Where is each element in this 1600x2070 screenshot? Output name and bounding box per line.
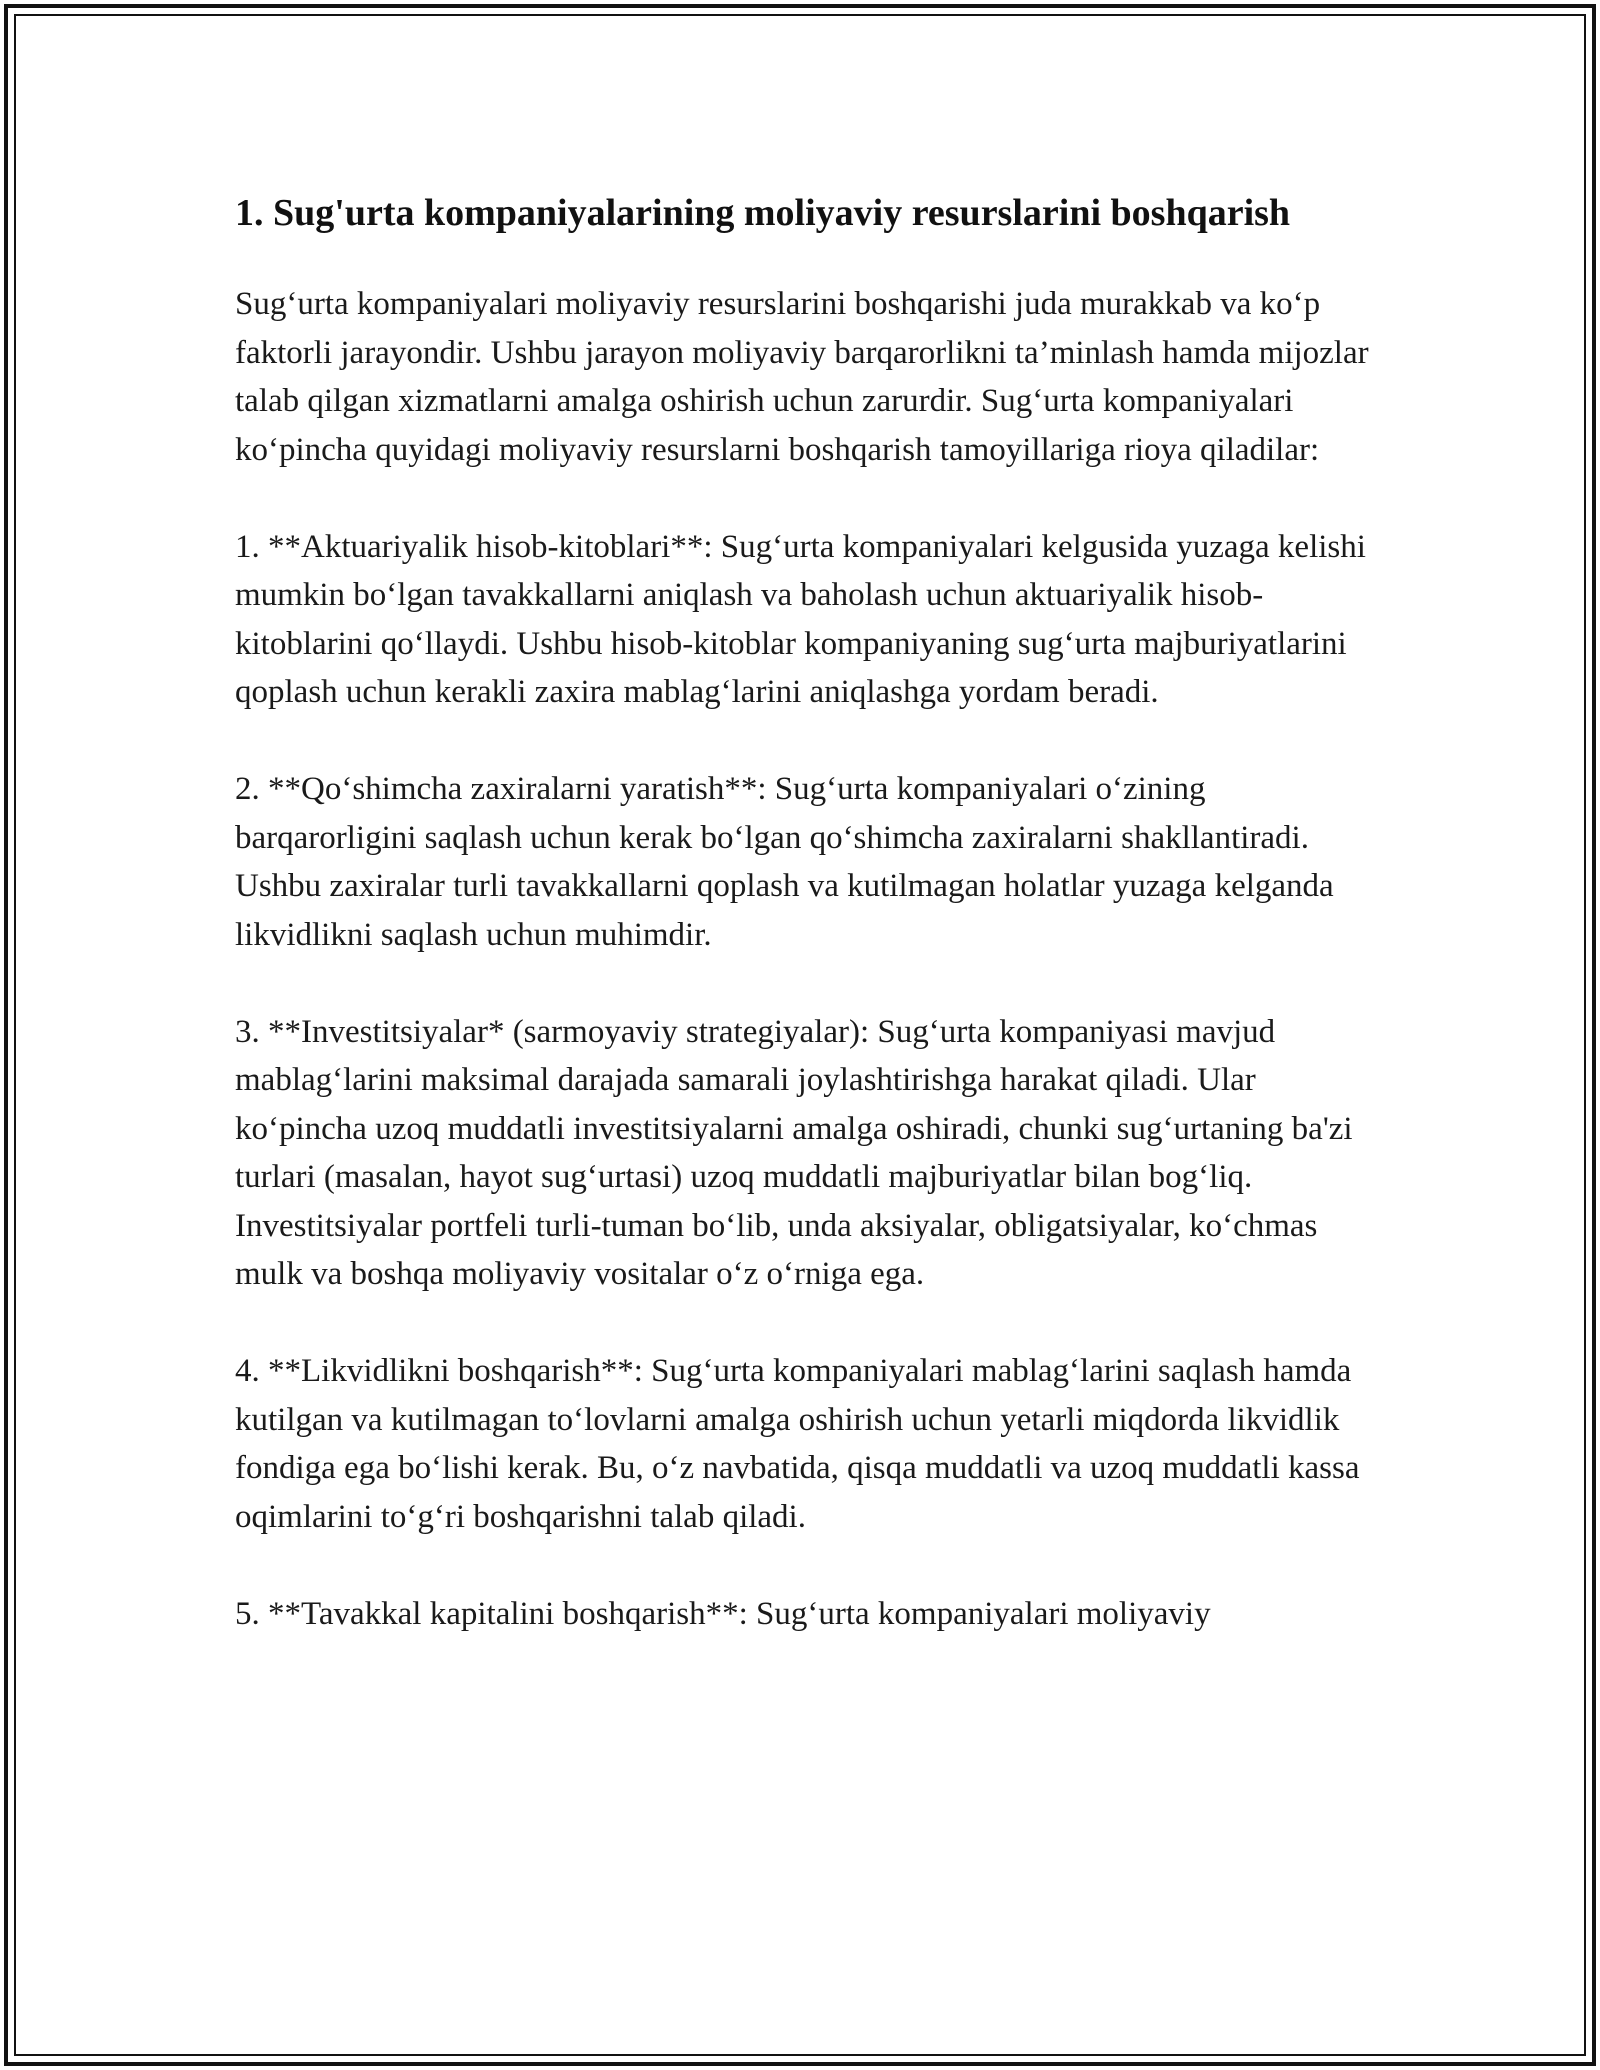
- list-item-reserves: 2. **Qo‘shimcha zaxiralarni yaratish**: Sug‘urta kompaniyalari o‘zining barqarorligini saqlash uchun kerak bo‘lgan qo‘shimcha zaxiralarni shakllantiradi. Ushbu zaxiralar turli tavakkallarni qoplash va kutilmagan holatlar yuzaga kelganda likvidlikni saqlash uchun muhimdir.: [235, 771, 1334, 953]
- document-title: 1. Sug'urta kompaniyalarining moliyaviy resurslarini boshqarish: [235, 192, 1291, 234]
- paragraph-spacer: [235, 474, 1385, 523]
- paragraph-spacer: [235, 1541, 1385, 1590]
- list-item-actuarial: 1. **Aktuariyalik hisob-kitoblari**: Sug‘urta kompaniyalari kelgusida yuzaga kelishi mumkin bo‘lgan tavakkallarni aniqlash va baholash uchun aktuariyalik hisob-kitoblarini qo‘llaydi. Ushbu hisob-kitoblar kompaniyaning sug‘urta majburiyatlarini qoplash uchun kerakli zaxira mablag‘larini aniqlashga yordam beradi.: [235, 528, 1366, 710]
- list-item-risk-capital: 5. **Tavakkal kapitalini boshqarish**: Sug‘urta kompaniyalari moliyaviy: [235, 1595, 1211, 1632]
- document-body: [235, 186, 1385, 1638]
- paragraph-spacer: [235, 1299, 1385, 1348]
- paragraph-spacer: [235, 959, 1385, 1008]
- list-item-investments: 3. **Investitsiyalar* (sarmoyaviy strategiyalar): Sug‘urta kompaniyasi mavjud mablag‘larini maksimal darajada samarali joylashtirishga harakat qiladi. Ular ko‘pincha uzoq muddatli investitsiyalarni amalga oshiradi, chunki sug‘urtaning ba'zi turlari (masalan, hayot sug‘urtasi) uzoq muddatli majburiyatlar bilan bog‘liq. Investitsiyalar portfeli turli-tuman bo‘lib, unda aksiyalar, obligatsiyalar, ko‘chmas mulk va boshqa moliyaviy vositalar o‘z o‘rniga ega.: [235, 1013, 1353, 1292]
- paragraph-spacer: [235, 717, 1385, 766]
- intro-paragraph: Sug‘urta kompaniyalari moliyaviy resurslarini boshqarishi juda murakkab va ko‘p faktorli jarayondir. Ushbu jarayon moliyaviy barqarorlikni ta’minlash hamda mijozlar talab qilgan xizmatlarni amalga oshirish uchun zarurdir. Sug‘urta kompaniyalari ko‘pincha quyidagi moliyaviy resurslarni boshqarish tamoyillariga rioya qiladilar:: [235, 286, 1369, 468]
- list-item-liquidity: 4. **Likvidlikni boshqarish**: Sug‘urta kompaniyalari mablag‘larini saqlash hamda kutilgan va kutilmagan to‘lovlarni amalga oshirish uchun yetarli miqdorda likvidlik fondiga ega bo‘lishi kerak. Bu, o‘z navbatida, qisqa muddatli va uzoq muddatli kassa oqimlarini to‘g‘ri boshqarishni talab qiladi.: [235, 1353, 1360, 1535]
